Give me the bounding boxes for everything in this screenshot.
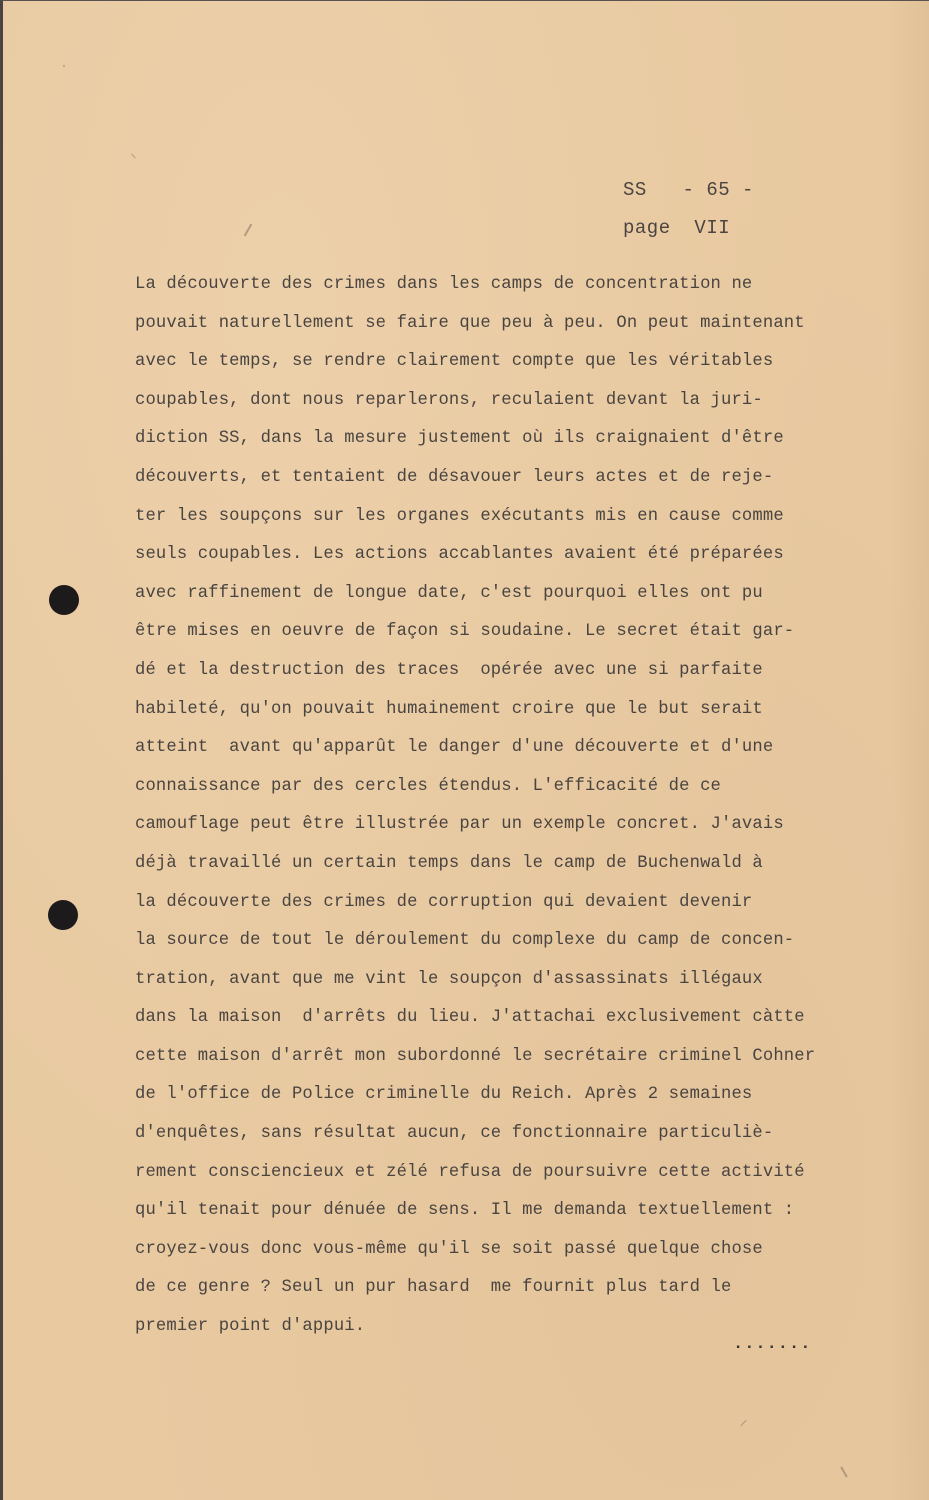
text-line: ter les soupçons sur les organes exécutants mis en cause comme — [135, 506, 784, 526]
paper-speck — [740, 1420, 746, 1426]
text-line: la source de tout le déroulement du complexe du camp de concen- — [135, 931, 795, 951]
text-line: La découverte des crimes dans les camps de concentration ne — [135, 275, 753, 294]
text-line: être mises en oeuvre de façon si soudaine. Le secret était gar- — [135, 622, 795, 642]
text-line: croyez-vous donc vous-même qu'il se soit passé quelque chose — [135, 1239, 763, 1259]
punch-hole-icon — [49, 585, 79, 615]
text-line: seuls coupables. Les actions accablantes avaient été préparées — [135, 545, 784, 565]
text-line: dans la maison d'arrêts du lieu. J'attachai exclusivement càtte — [135, 1008, 805, 1028]
page-number: page VII — [623, 217, 731, 239]
text-line: déjà travaillé un certain temps dans le camp de Buchenwald à — [135, 853, 763, 873]
text-line: camouflage peut être illustrée par un exemple concret. J'avais — [135, 815, 784, 835]
text-line: qu'il tenait pour dénuée de sens. Il me demanda textuellement : — [135, 1201, 795, 1221]
text-line: coupables, dont nous reparlerons, reculaient devant la juri- — [135, 390, 763, 410]
continuation-dots: ....... — [733, 1335, 812, 1354]
text-line: pouvait naturellement se faire que peu à peu. On peut maintenant — [135, 313, 805, 333]
text-line: diction SS, dans la mesure justement où ils craignaient d'être — [135, 429, 784, 449]
text-line: de l'office de Police criminelle du Reich. Après 2 semaines — [135, 1085, 753, 1105]
page-header — [623, 171, 754, 247]
text-line: connaissance par des cercles étendus. L'efficacité de ce — [135, 776, 721, 796]
text-line: habileté, qu'on pouvait humainement croire que le but serait — [135, 699, 763, 719]
text-line: premier point d'appui. — [135, 1317, 366, 1337]
text-line: avec raffinement de longue date, c'est pourquoi elles ont pu — [135, 583, 763, 603]
text-line: dé et la destruction des traces opérée avec une si parfaite — [135, 660, 763, 680]
text-line: cette maison d'arrêt mon subordonné le secrétaire criminel Cohner — [135, 1046, 816, 1066]
body-paragraph — [135, 266, 895, 1347]
text-line: avec le temps, se rendre clairement compte que les véritables — [135, 352, 774, 372]
text-line: de ce genre ? Seul un pur hasard me fournit plus tard le — [135, 1278, 732, 1298]
text-line: rement consciencieux et zélé refusa de poursuivre cette activité — [135, 1162, 805, 1182]
text-line: atteint avant qu'apparût le danger d'une découverte et d'une — [135, 738, 774, 758]
paper-speck — [840, 1466, 848, 1477]
text-line: d'enquêtes, sans résultat aucun, ce fonctionnaire particuliè- — [135, 1124, 774, 1144]
text-line: la découverte des crimes de corruption qui devaient devenir — [135, 892, 753, 912]
text-line: tration, avant que me vint le soupçon d'assassinats illégaux — [135, 969, 763, 989]
paper-speck — [131, 153, 136, 158]
punch-hole-icon — [48, 900, 78, 930]
document-reference: SS - 65 - — [623, 179, 754, 201]
paper-speck — [244, 223, 253, 236]
text-line: découverts, et tentaient de désavouer leurs actes et de reje- — [135, 467, 774, 487]
paper-speck — [63, 65, 65, 67]
